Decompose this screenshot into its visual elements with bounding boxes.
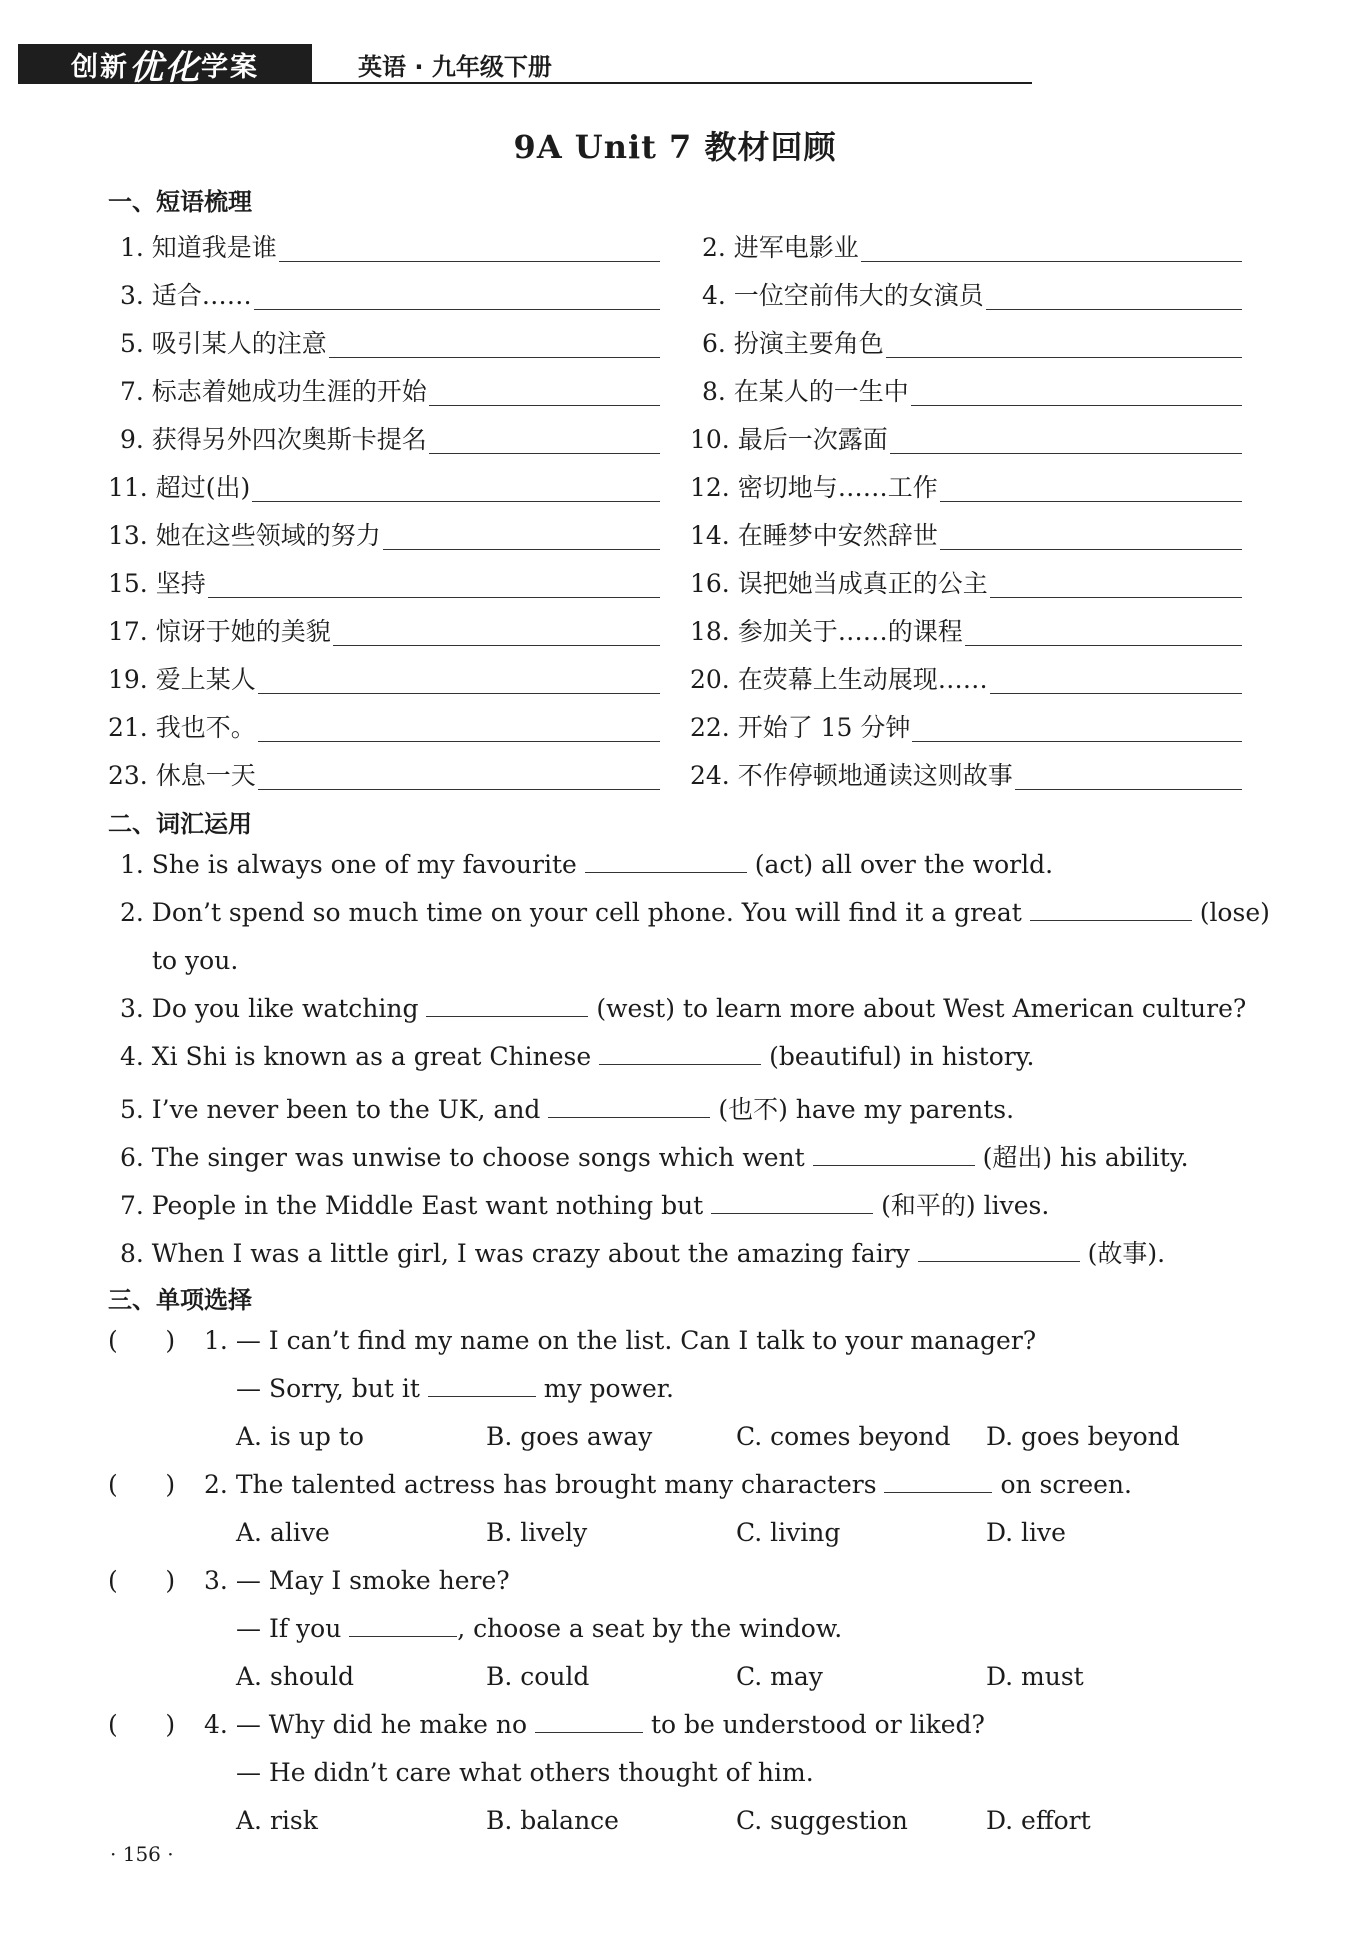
answer-line[interactable] — [965, 644, 1242, 646]
answer-blank[interactable] — [813, 1165, 975, 1166]
answer-line[interactable] — [208, 596, 660, 598]
phrase-item: 24. 不作停顿地通读这则故事 — [690, 756, 1242, 792]
option-d[interactable]: D. effort — [986, 1806, 1091, 1835]
phrase-item: 9. 获得另外四次奥斯卡提名 — [120, 420, 660, 456]
answer-line[interactable] — [886, 356, 1242, 358]
page-number: · 156 · — [110, 1842, 174, 1866]
option-c[interactable]: C. suggestion — [736, 1806, 908, 1835]
answer-line[interactable] — [990, 596, 1242, 598]
option-b[interactable]: B. goes away — [486, 1422, 653, 1451]
vocab-item: 7. People in the Middle East want nothing but (和平的) lives. — [120, 1191, 1050, 1220]
answer-bracket[interactable]: ( ) — [108, 1566, 176, 1595]
phrase-item: 23. 休息一天 — [108, 756, 660, 792]
option-b[interactable]: B. could — [486, 1662, 590, 1691]
option-a[interactable]: A. should — [236, 1662, 355, 1691]
option-a[interactable]: A. is up to — [236, 1422, 364, 1451]
option-c[interactable]: C. may — [736, 1662, 823, 1691]
phrase-item: 17. 惊讶于她的美貌 — [108, 612, 660, 648]
option-d[interactable]: D. goes beyond — [986, 1422, 1180, 1451]
brand-part-1: 创新 — [71, 51, 129, 83]
answer-blank[interactable] — [1030, 920, 1192, 921]
phrase-item: 8. 在某人的一生中 — [702, 372, 1242, 408]
phrase-item: 15. 坚持 — [108, 564, 660, 600]
answer-blank[interactable] — [426, 1016, 588, 1017]
answer-blank[interactable] — [918, 1261, 1080, 1262]
answer-blank[interactable] — [599, 1064, 761, 1065]
answer-line[interactable] — [861, 260, 1242, 262]
phrase-item: 10. 最后一次露面 — [690, 420, 1242, 456]
section-heading-multiple-choice: 三、单项选择 — [108, 1286, 252, 1314]
book-title: 英语 · 九年级下册 — [358, 53, 552, 81]
question-line: — If you , choose a seat by the window. — [236, 1614, 843, 1643]
phrase-item: 3. 适合…… — [120, 276, 660, 312]
vocab-item: 6. The singer was unwise to choose songs which went (超出) his ability. — [120, 1143, 1189, 1172]
brand-part-3: 学案 — [201, 51, 259, 83]
phrase-item: 12. 密切地与……工作 — [690, 468, 1242, 504]
answer-bracket[interactable]: ( ) — [108, 1470, 176, 1499]
answer-line[interactable] — [254, 308, 660, 310]
answer-line[interactable] — [252, 500, 660, 502]
vocab-item: 3. Do you like watching (west) to learn more about West American culture? — [120, 994, 1247, 1023]
answer-line[interactable] — [1015, 788, 1242, 790]
answer-blank[interactable] — [428, 1396, 536, 1397]
phrase-item: 5. 吸引某人的注意 — [120, 324, 660, 360]
vocab-item: 2. Don’t spend so much time on your cell phone. You will find it a great (lose) — [120, 898, 1270, 927]
answer-line[interactable] — [383, 548, 660, 550]
answer-line[interactable] — [940, 500, 1242, 502]
vocab-item: 5. I’ve never been to the UK, and (也不) have my parents. — [120, 1095, 1015, 1124]
phrase-item: 4. 一位空前伟大的女演员 — [702, 276, 1242, 312]
vocab-item-continuation: to you. — [152, 946, 239, 975]
option-d[interactable]: D. must — [986, 1662, 1084, 1691]
option-b[interactable]: B. balance — [486, 1806, 619, 1835]
answer-bracket[interactable]: ( ) — [108, 1710, 176, 1739]
vocab-item: 4. Xi Shi is known as a great Chinese (beautiful) in history. — [120, 1042, 1035, 1071]
question-line: — He didn’t care what others thought of him. — [236, 1758, 814, 1787]
option-d[interactable]: D. live — [986, 1518, 1066, 1547]
phrase-item: 21. 我也不。 — [108, 708, 660, 744]
answer-line[interactable] — [258, 692, 660, 694]
answer-line[interactable] — [986, 308, 1242, 310]
phrase-item: 14. 在睡梦中安然辞世 — [690, 516, 1242, 552]
answer-line[interactable] — [429, 404, 660, 406]
answer-line[interactable] — [429, 452, 660, 454]
vocab-item: 8. When I was a little girl, I was crazy about the amazing fairy (故事). — [120, 1239, 1166, 1268]
answer-line[interactable] — [990, 692, 1242, 694]
phrase-item: 6. 扮演主要角色 — [702, 324, 1242, 360]
answer-line[interactable] — [940, 548, 1242, 550]
phrase-item: 16. 误把她当成真正的公主 — [690, 564, 1242, 600]
option-c[interactable]: C. comes beyond — [736, 1422, 951, 1451]
phrase-item: 18. 参加关于……的课程 — [690, 612, 1242, 648]
phrase-item: 7. 标志着她成功生涯的开始 — [120, 372, 660, 408]
header-rule — [312, 82, 1032, 84]
answer-blank[interactable] — [535, 1732, 643, 1733]
phrase-item: 19. 爱上某人 — [108, 660, 660, 696]
brand-part-2: 优化 — [129, 47, 201, 88]
answer-line[interactable] — [279, 260, 660, 262]
answer-line[interactable] — [333, 644, 660, 646]
phrase-item: 11. 超过(出) — [108, 468, 660, 504]
answer-line[interactable] — [890, 452, 1242, 454]
page-header — [18, 44, 1338, 86]
question-line: — Sorry, but it my power. — [236, 1374, 674, 1403]
page-title: 9A Unit 7 教材回顾 — [513, 128, 837, 166]
option-a[interactable]: A. alive — [236, 1518, 330, 1547]
section-heading-phrases: 一、短语梳理 — [108, 188, 252, 216]
option-c[interactable]: C. living — [736, 1518, 841, 1547]
brand-logo — [18, 44, 312, 88]
answer-line[interactable] — [258, 740, 660, 742]
option-a[interactable]: A. risk — [236, 1806, 318, 1835]
answer-blank[interactable] — [711, 1213, 873, 1214]
phrase-item: 13. 她在这些领域的努力 — [108, 516, 660, 552]
section-heading-vocabulary: 二、词汇运用 — [108, 810, 252, 838]
question-line: 3. — May I smoke here? — [204, 1566, 510, 1595]
answer-line[interactable] — [912, 740, 1242, 742]
option-b[interactable]: B. lively — [486, 1518, 588, 1547]
answer-line[interactable] — [329, 356, 660, 358]
answer-blank[interactable] — [548, 1117, 710, 1118]
answer-bracket[interactable]: ( ) — [108, 1326, 176, 1355]
phrase-item: 22. 开始了 15 分钟 — [690, 708, 1242, 744]
answer-blank[interactable] — [349, 1636, 457, 1637]
phrase-item: 2. 进军电影业 — [702, 228, 1242, 264]
answer-blank[interactable] — [585, 872, 747, 873]
answer-line[interactable] — [258, 788, 660, 790]
answer-blank[interactable] — [884, 1492, 992, 1493]
vocab-item: 1. She is always one of my favourite (act) all over the world. — [120, 850, 1054, 879]
phrase-item: 20. 在荧幕上生动展现…… — [690, 660, 1242, 696]
phrase-item: 1. 知道我是谁 — [120, 228, 660, 264]
answer-line[interactable] — [911, 404, 1242, 406]
question-line: 1. — I can’t find my name on the list. Can I talk to your manager? — [204, 1326, 1037, 1355]
question-line: 4. — Why did he make no to be understood or liked? — [204, 1710, 985, 1739]
question-line: 2. The talented actress has brought many characters on screen. — [204, 1470, 1132, 1499]
